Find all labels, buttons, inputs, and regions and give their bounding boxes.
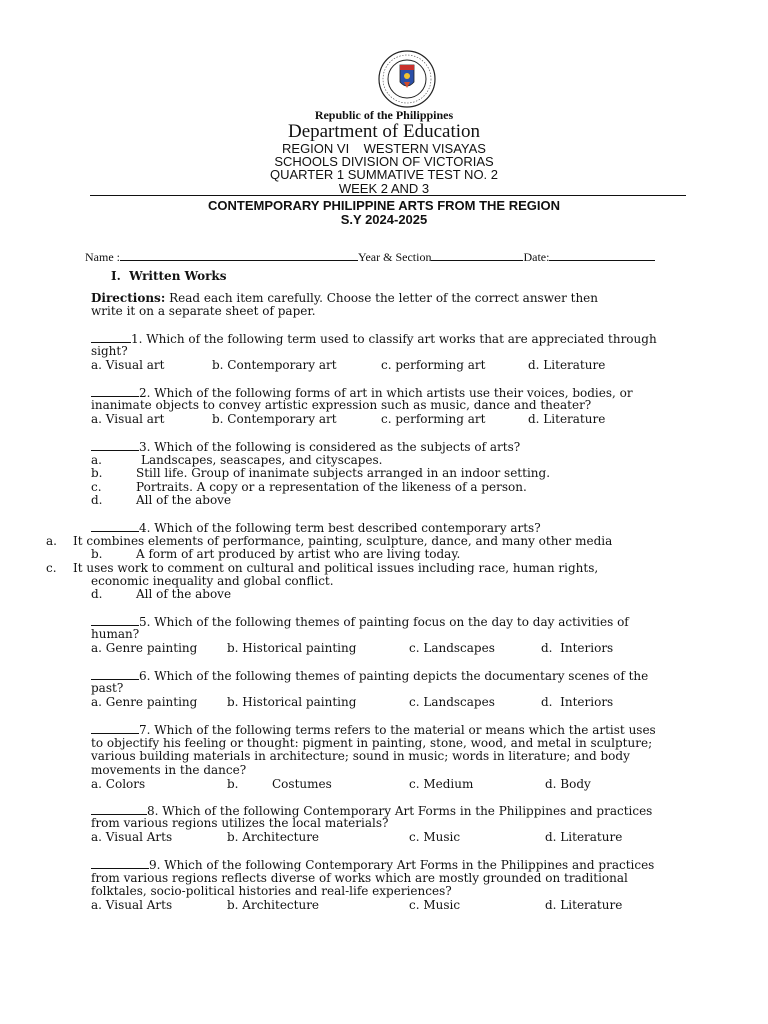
question-text-cont: from various regions utilizes the local materials? (91, 816, 389, 830)
deped-seal (360, 50, 454, 108)
option-text-cont: economic inequality and global conflict. (91, 574, 334, 588)
question-text-cont: human? (91, 627, 140, 641)
option-c[interactable]: c. performing art (381, 412, 486, 426)
question-text-cont: folktales, socio-political histories and real-life experiences? (91, 884, 452, 898)
department-title: Department of Education (287, 121, 481, 142)
option-c[interactable]: c. Landscapes (409, 695, 495, 709)
question-text-cont: to objectify his feeling or thought: pigment in painting, stone, wood, and metal in sculpture; (91, 736, 653, 750)
question-text-cont: sight? (91, 344, 128, 358)
question-5 (91, 615, 629, 629)
question-text: 8. Which of the following Contemporary Art Forms in the Philippines and practices (147, 804, 653, 818)
answer-blank[interactable] (91, 332, 131, 343)
option-b-text[interactable]: Costumes (272, 777, 332, 791)
region-line: REGION VI WESTERN VISAYAS (282, 141, 486, 156)
option-a[interactable]: a. Genre painting (91, 641, 198, 655)
option-b[interactable]: b. Historical painting (227, 695, 357, 709)
option-a[interactable]: a. Visual Arts (91, 898, 173, 912)
option-c[interactable]: c. Medium (409, 777, 474, 791)
question-3 (91, 440, 520, 454)
test-title: QUARTER 1 SUMMATIVE TEST NO. 2 (269, 167, 499, 182)
question-7 (91, 723, 656, 737)
section-number: I. (111, 269, 121, 283)
option-letter: c. (46, 561, 57, 575)
option-b[interactable]: b. Contemporary art (212, 358, 337, 372)
option-letter: d. (91, 493, 103, 507)
week-line: WEEK 2 AND 3 (338, 181, 430, 196)
answer-blank[interactable] (91, 615, 139, 626)
question-text-cont: inanimate objects to convey artistic expression such as music, dance and theater? (91, 398, 592, 412)
option-b[interactable]: b. Historical painting (227, 641, 357, 655)
option-c[interactable]: c. Landscapes (409, 641, 495, 655)
republic-line: Republic of the Philippines (314, 108, 454, 122)
header-divider (90, 195, 686, 196)
answer-blank[interactable] (91, 440, 139, 451)
option-b[interactable]: b. Architecture (227, 898, 320, 912)
question-4 (91, 521, 541, 535)
option-b-letter[interactable]: b. (227, 777, 239, 791)
option-text[interactable]: Landscapes, seascapes, and cityscapes. (141, 453, 383, 467)
option-d[interactable]: d. Literature (528, 358, 606, 372)
option-text[interactable]: Still life. Group of inanimate subjects arranged in an indoor setting. (136, 466, 551, 480)
directions-label: Directions: (91, 291, 166, 305)
option-c[interactable]: c. Music (409, 898, 461, 912)
option-a[interactable]: a. Visual art (91, 358, 165, 372)
section-label: Year & Section (358, 250, 432, 264)
option-d[interactable]: d. Interiors (541, 641, 614, 655)
option-letter: b. (91, 547, 103, 561)
option-d[interactable]: d. Literature (528, 412, 606, 426)
option-b[interactable]: b. Architecture (227, 830, 320, 844)
question-text: 7. Which of the following terms refers to the material or means which the artist uses (139, 723, 656, 737)
question-1 (91, 332, 657, 346)
question-text-cont: from various regions reflects diverse of works which are mostly grounded on traditional (91, 871, 628, 885)
option-text[interactable]: It uses work to comment on cultural and political issues including race, human rights, (73, 561, 599, 575)
answer-blank[interactable] (91, 386, 139, 397)
question-text: 4. Which of the following term best described contemporary arts? (139, 521, 541, 535)
option-c[interactable]: c. Music (409, 830, 461, 844)
option-a[interactable]: a. Visual art (91, 412, 165, 426)
answer-blank[interactable] (91, 521, 139, 532)
option-a[interactable]: a. Visual Arts (91, 830, 173, 844)
question-text-cont: movements in the dance? (91, 763, 247, 777)
question-6 (91, 669, 648, 683)
question-text: 9. Which of the following Contemporary Art Forms in the Philippines and practices (149, 858, 655, 872)
answer-blank[interactable] (91, 723, 139, 734)
school-year: S.Y 2024-2025 (340, 212, 428, 227)
option-b[interactable]: b. Contemporary art (212, 412, 337, 426)
answer-blank[interactable] (91, 804, 147, 815)
date-field[interactable] (549, 249, 655, 261)
option-d[interactable]: d. Body (545, 777, 591, 791)
section-title: Written Works (129, 269, 227, 283)
option-letter: a. (46, 534, 57, 548)
question-text: 2. Which of the following forms of art in which artists use their voices, bodies, or (139, 386, 633, 400)
question-text-cont: past? (91, 681, 124, 695)
directions-text-1: Read each item carefully. Choose the letter of the correct answer then (165, 291, 599, 305)
option-d[interactable]: d. Literature (545, 898, 623, 912)
section-heading (111, 270, 227, 283)
option-text[interactable]: Portraits. A copy or a representation of the likeness of a person. (136, 480, 527, 494)
option-d[interactable]: d. Literature (545, 830, 623, 844)
option-d[interactable]: d. Interiors (541, 695, 614, 709)
student-info-row (85, 249, 655, 264)
answer-blank[interactable] (91, 669, 139, 680)
question-text: 3. Which of the following is considered as the subjects of arts? (139, 440, 521, 454)
question-text-cont: various building materials in architecture; sound in music; words in literature; and body (91, 749, 630, 763)
option-letter: d. (91, 587, 103, 601)
option-a[interactable]: a. Colors (91, 777, 146, 791)
question-text: 6. Which of the following themes of painting depicts the documentary scenes of the (139, 669, 649, 683)
subject-title: CONTEMPORARY PHILIPPINE ARTS FROM THE REGION (208, 198, 560, 213)
option-letter: c. (91, 480, 102, 494)
option-c[interactable]: c. performing art (381, 358, 486, 372)
name-label: Name : (85, 250, 120, 264)
option-letter: b. (91, 466, 103, 480)
answer-blank[interactable] (91, 858, 149, 869)
question-text: 1. Which of the following term used to classify art works that are appreciated through (131, 332, 657, 346)
division-line: SCHOOLS DIVISION OF VICTORIAS (274, 154, 494, 169)
option-text[interactable]: It combines elements of performance, painting, sculpture, dance, and many other media (73, 534, 613, 548)
option-text[interactable]: All of the above (136, 587, 232, 601)
question-text: 5. Which of the following themes of painting focus on the day to day activities of (139, 615, 629, 629)
question-9 (91, 858, 654, 872)
option-letter: a. (91, 453, 102, 467)
directions-line-2: write it on a separate sheet of paper. (91, 304, 316, 318)
date-label: Date: (523, 250, 550, 264)
option-a[interactable]: a. Genre painting (91, 695, 198, 709)
option-text[interactable]: All of the above (136, 493, 232, 507)
option-text[interactable]: A form of art produced by artist who are living today. (136, 547, 461, 561)
section-field[interactable] (431, 249, 523, 261)
name-field[interactable] (120, 249, 358, 261)
